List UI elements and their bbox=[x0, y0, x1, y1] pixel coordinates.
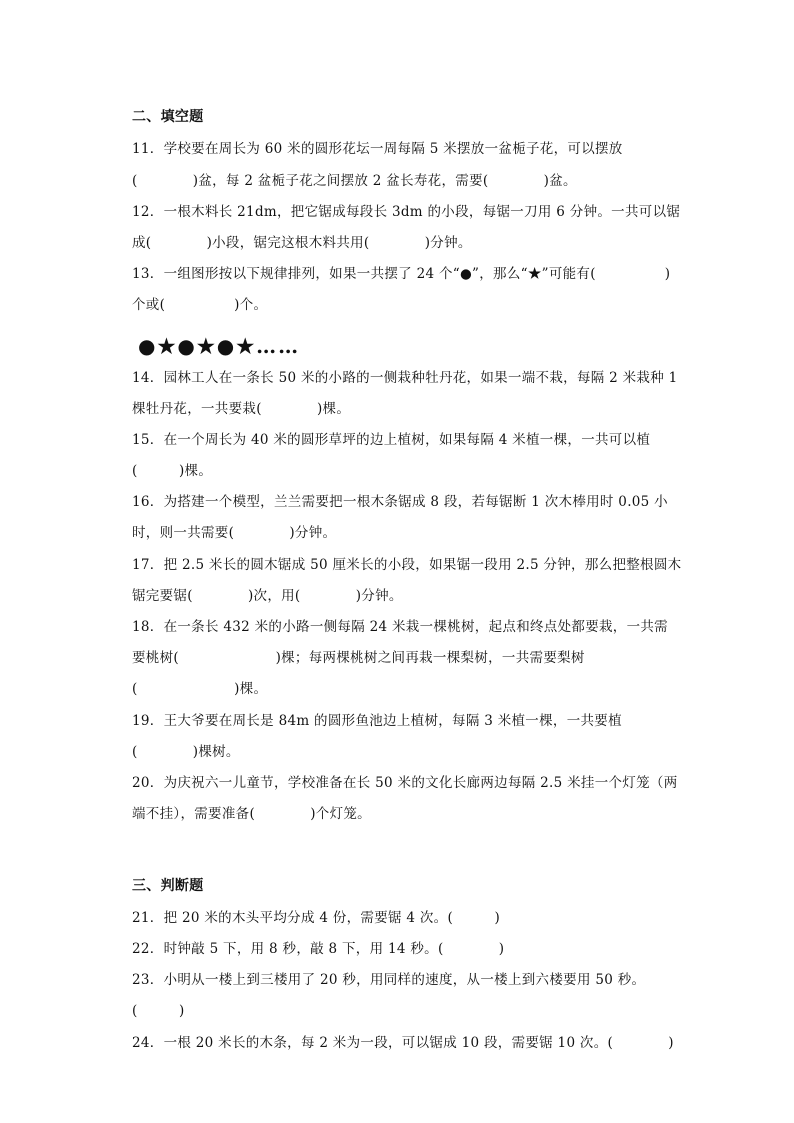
question-19-line-2: ( )棵树。 bbox=[132, 744, 240, 760]
question-17-line-2: 锯完要锯( )次，用( )分钟。 bbox=[132, 588, 403, 604]
question-11-line-2: ( )盆，每 2 盆栀子花之间摆放 2 盆长寿花，需要( )盆。 bbox=[132, 173, 577, 189]
question-21: 21．把 20 米的木头平均分成 4 份，需要锯 4 次。( ) bbox=[132, 910, 501, 926]
question-18-line-2: 要桃树( )棵；每两棵桃树之间再栽一棵梨树，一共需要梨树 bbox=[132, 650, 585, 666]
section-heading-fill-blank: 二、填空题 bbox=[132, 109, 204, 125]
question-12-line-1: 12．一根木料长 21dm，把它锯成每段长 3dm 的小段，每锯一刀用 6 分钟。一共可以锯 bbox=[132, 204, 681, 220]
question-24: 24．一根 20 米长的木条，每 2 米为一段，可以锯成 10 段，需要锯 10 次。( ) bbox=[132, 1035, 674, 1051]
question-22: 22．时钟敲 5 下，用 8 秒，敲 8 下，用 14 秒。( ) bbox=[132, 941, 505, 957]
section-heading-true-false: 三、判断题 bbox=[132, 878, 204, 894]
question-17-line-1: 17．把 2.5 米长的圆木锯成 50 厘米长的小段，如果锯一段用 2.5 分钟，那么把整根圆木 bbox=[132, 557, 682, 573]
question-18-line-3: ( )棵。 bbox=[132, 681, 268, 697]
question-16-line-2: 时，则一共需要( )分钟。 bbox=[132, 525, 337, 541]
question-14-line-2: 棵牡丹花，一共要栽( )棵。 bbox=[132, 401, 351, 417]
question-20-line-1: 20．为庆祝六一儿童节，学校准备在长 50 米的文化长廊两边每隔 2.5 米挂一个灯笼（两 bbox=[132, 775, 678, 791]
question-15-line-2: ( )棵。 bbox=[132, 463, 213, 479]
question-18-line-1: 18．在一条长 432 米的小路一侧每隔 24 米栽一棵桃树，起点和终点处都要栽，一共需 bbox=[132, 619, 668, 635]
question-14-line-1: 14．园林工人在一条长 50 米的小路的一侧栽种牡丹花，如果一端不栽，每隔 2 米栽种 1 bbox=[132, 370, 678, 386]
question-15-line-1: 15．在一个周长为 40 米的圆形草坪的边上植树，如果每隔 4 米植一棵，一共可以植 bbox=[132, 432, 651, 448]
question-23-line-2: ( ) bbox=[132, 1003, 185, 1019]
question-20-line-2: 端不挂），需要准备( )个灯笼。 bbox=[132, 806, 371, 822]
question-19-line-1: 19．王大爷要在周长是 84m 的圆形鱼池边上植树，每隔 3 米植一棵，一共要植 bbox=[132, 713, 622, 729]
question-13-line-1: 13．一组图形按以下规律排列，如果一共摆了 24 个“●”，那么“★”可能有( ) bbox=[132, 266, 671, 282]
question-13-line-2: 个或( )个。 bbox=[132, 297, 268, 313]
question-23-line-1: 23．小明从一楼上到三楼用了 20 秒，用同样的速度，从一楼上到六楼要用 50 秒。 bbox=[132, 972, 646, 988]
question-11-line-1: 11．学校要在周长为 60 米的圆形花坛一周每隔 5 米摆放一盆栀子花，可以摆放 bbox=[132, 141, 623, 157]
shape-pattern-row: ●★●★●★…… bbox=[138, 334, 301, 358]
question-16-line-1: 16．为搭建一个模型，兰兰需要把一根木条锯成 8 段，若每锯断 1 次木棒用时 0.05 小 bbox=[132, 494, 668, 510]
question-12-line-2: 成( )小段，锯完这根木料共用( )分钟。 bbox=[132, 235, 472, 251]
